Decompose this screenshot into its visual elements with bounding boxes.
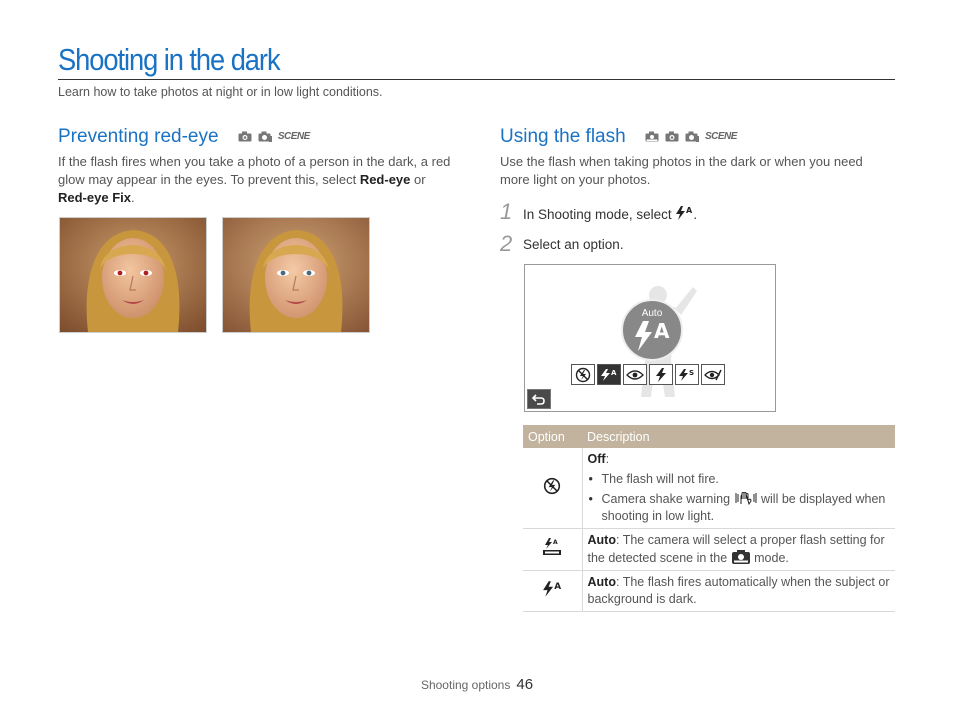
camera-icon	[665, 131, 679, 142]
flash-off-icon	[575, 367, 591, 383]
red-eye-heading	[58, 126, 310, 148]
auto-label: Auto	[641, 308, 663, 319]
mode-icons	[238, 131, 310, 142]
red-eye-icon	[626, 369, 644, 381]
list-item: • The flash will not fire.	[588, 471, 891, 488]
table-row-off	[523, 448, 895, 529]
column-header-option: Option	[523, 425, 582, 448]
photo-red-eye-before	[59, 217, 207, 333]
option-description: Off: • The flash will not fire. • Camera shake warning will be displayed when shooting in low light.	[582, 448, 895, 529]
smart-auto-icon	[645, 131, 659, 142]
svg-text:A: A	[554, 581, 562, 592]
red-eye-option: Red-eye	[359, 172, 411, 187]
title-divider	[58, 79, 895, 80]
flash-off-icon	[543, 477, 561, 495]
svg-text:A: A	[553, 539, 558, 546]
table-row-smart-auto	[523, 529, 895, 571]
back-button[interactable]	[527, 389, 551, 409]
camera-screen	[524, 264, 776, 412]
flash-auto-icon	[675, 205, 693, 221]
option-description: Auto: The flash fires automatically when the subject or background is dark.	[582, 571, 895, 612]
flash-heading	[500, 126, 737, 148]
option-term: Auto	[587, 533, 616, 547]
smart-auto-icon	[731, 549, 751, 565]
column-header-description: Description	[582, 425, 895, 448]
option-icon-cell	[523, 448, 582, 529]
fill-in-flash-button[interactable]	[649, 364, 673, 385]
footer-section: Shooting options	[420, 678, 511, 692]
off-bullet-list	[588, 471, 891, 525]
option-description: Auto: The camera will select a proper flash setting for the detected scene in the mode.	[582, 529, 895, 571]
svg-text:A: A	[611, 368, 617, 377]
red-eye-heading-text: Preventing red-eye	[58, 126, 219, 147]
flash-off-button[interactable]	[571, 364, 595, 385]
flash-auto-icon	[600, 368, 618, 382]
step-number: 1	[500, 199, 513, 224]
svg-text:A: A	[686, 206, 693, 215]
camera-icon	[238, 131, 252, 142]
table-row-auto	[523, 571, 895, 612]
fill-in-flash-icon	[654, 367, 668, 383]
flash-intro: Use the flash when taking photos in the dark or when you need more light on your photos.	[500, 154, 863, 187]
slow-sync-button[interactable]	[675, 364, 699, 385]
red-eye-fix-icon	[704, 368, 722, 382]
table-header-row	[523, 425, 895, 448]
svg-text:A: A	[654, 319, 670, 343]
option-icon-cell	[523, 529, 582, 571]
photo-red-eye-after	[222, 217, 370, 333]
page-title: Shooting in the dark	[58, 42, 280, 77]
scene-mode-icon: SCENE	[277, 131, 310, 143]
smart-flash-auto-icon	[542, 538, 562, 556]
step-number: 2	[500, 231, 513, 256]
option-term: Off	[587, 452, 606, 466]
list-item: • Camera shake warning will be displayed when shooting in low light.	[588, 491, 891, 525]
flash-heading-text: Using the flash	[500, 126, 626, 147]
flash-options-table	[523, 425, 895, 612]
flash-auto-button[interactable]	[597, 364, 621, 385]
flash-mode-icons	[645, 131, 737, 142]
auto-flash-indicator	[621, 299, 683, 361]
red-eye-description: If the flash fires when you take a photo of a person in the dark, a red glow may appear in the eyes. To prevent this, select Red-eye or Red-eye Fix.	[58, 154, 451, 205]
page-footer	[0, 676, 954, 693]
flash-auto-icon	[542, 580, 562, 598]
scene-mode-icon: SCENE	[704, 131, 737, 143]
red-eye-button[interactable]	[623, 364, 647, 385]
page-subtitle: Learn how to take photos at night or in low light conditions.	[58, 85, 383, 99]
back-arrow-icon	[532, 393, 546, 405]
program-camera-icon	[258, 131, 272, 142]
svg-text:S: S	[689, 368, 695, 377]
option-icon-cell	[523, 571, 582, 612]
flash-auto-large-icon	[623, 301, 681, 359]
program-camera-icon	[685, 131, 699, 142]
option-term: Auto	[587, 575, 616, 589]
camera-shake-icon	[734, 491, 758, 505]
slow-sync-icon	[678, 368, 696, 382]
red-eye-fix-option: Red-eye Fix	[58, 190, 131, 205]
step-text: In Shooting mode, select A .	[523, 206, 698, 222]
step-text: Select an option.	[523, 237, 624, 252]
page-number: 46	[516, 676, 534, 693]
red-eye-fix-button[interactable]	[701, 364, 725, 385]
